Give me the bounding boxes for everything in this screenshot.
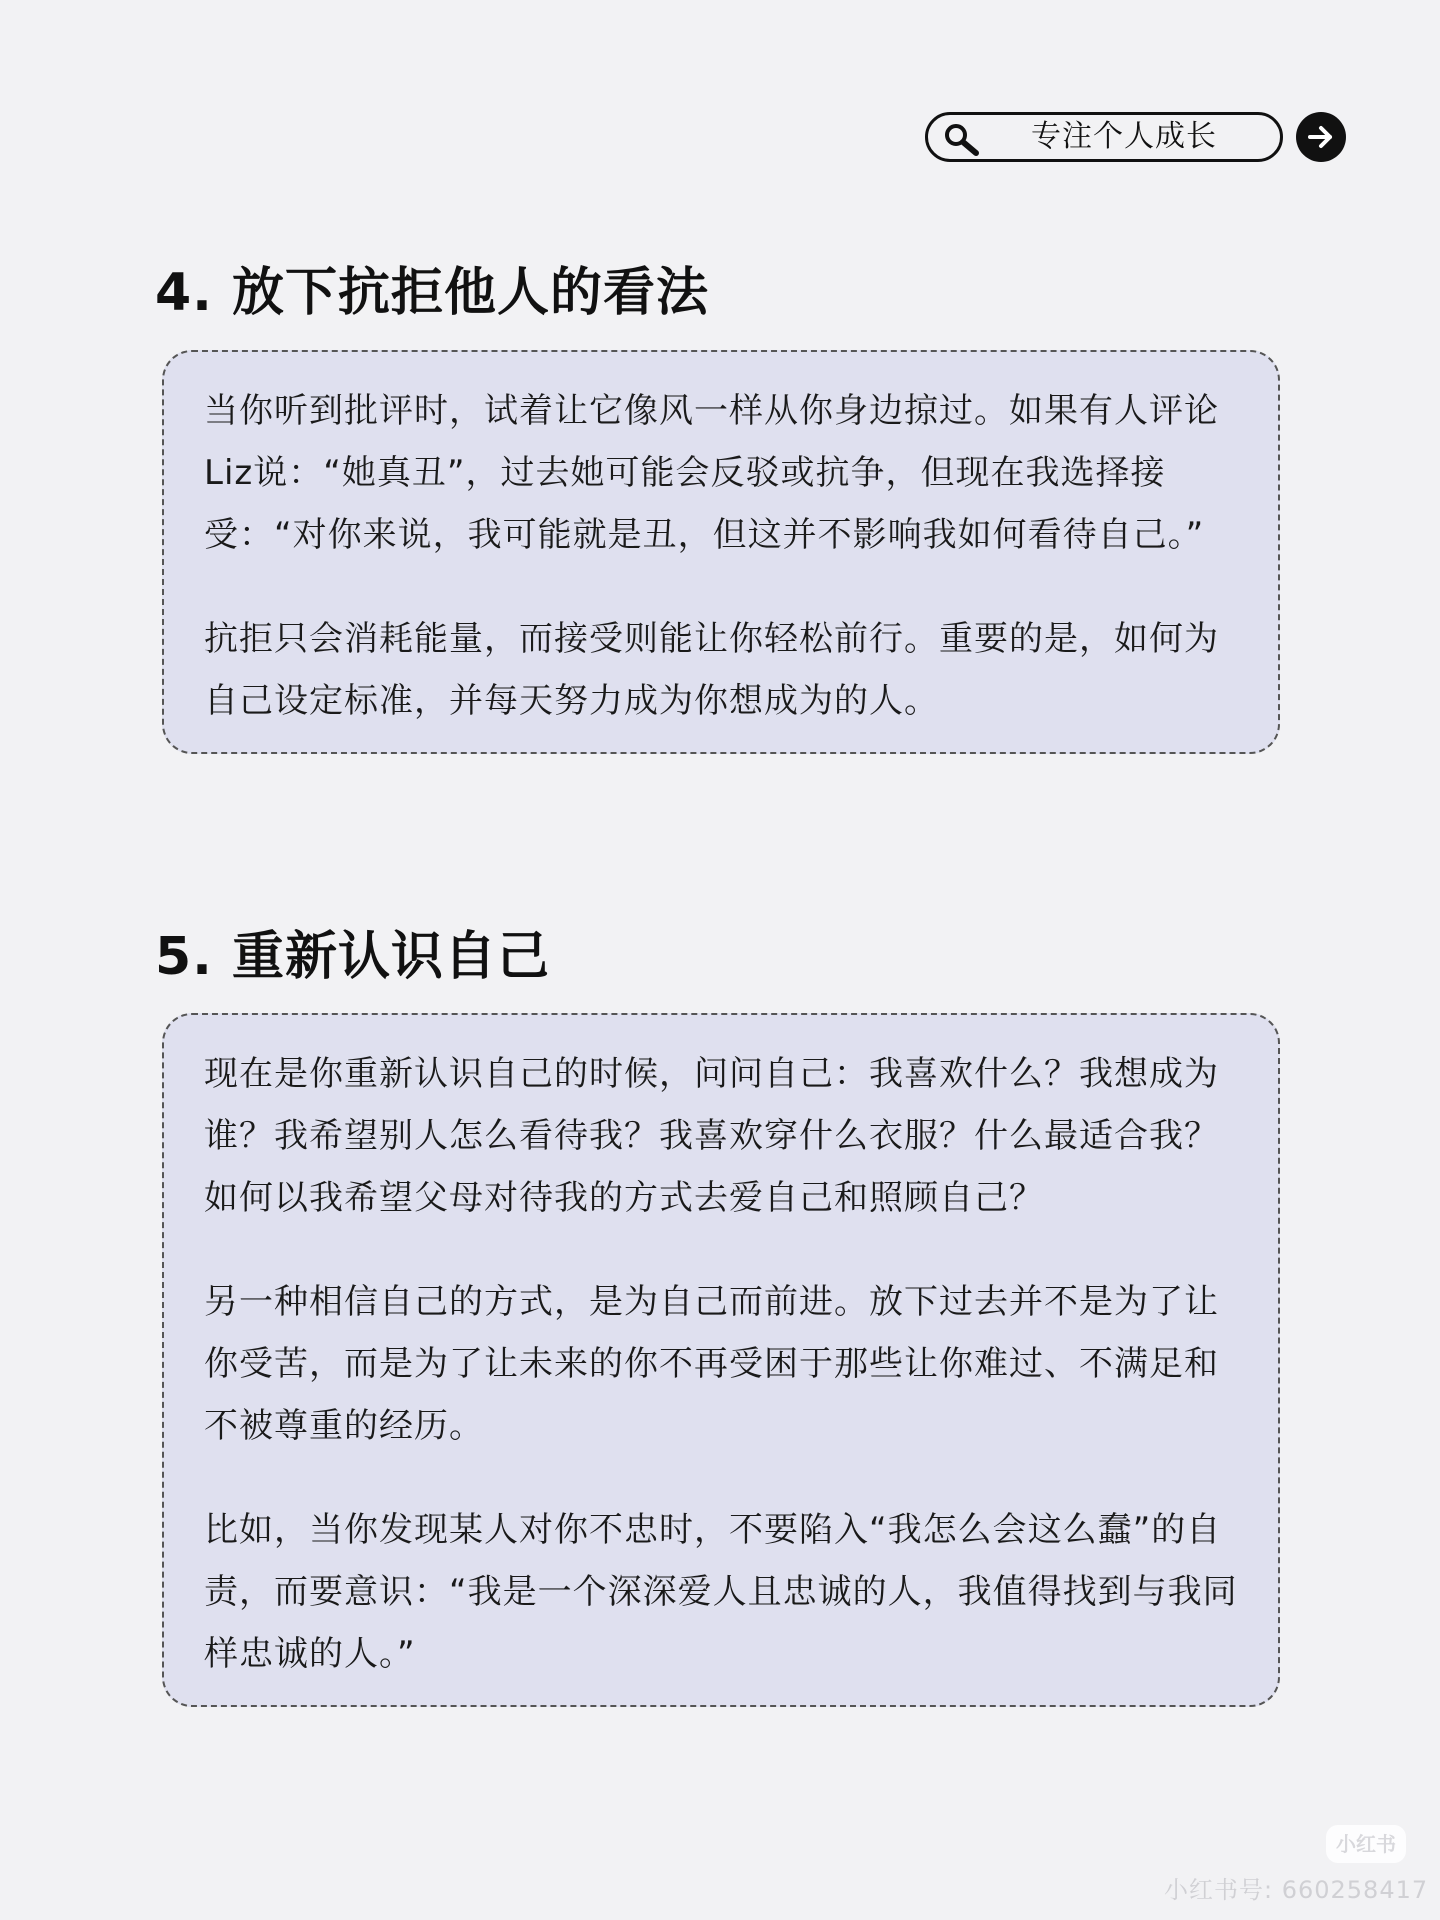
search-query: 专注个人成长 [1031, 119, 1217, 154]
search-icon [942, 121, 982, 157]
watermark-text: 小红书号: 660258417 [1164, 1876, 1429, 1904]
watermark-logo: 小红书 [1326, 1825, 1406, 1863]
search-bar[interactable] [925, 112, 1283, 162]
section-heading: 5. 重新认识自己 [155, 927, 551, 987]
card-paragraph: 另一种相信自己的方式，是为自己而前进。放下过去并不是为了让你受苦，而是为了让未来的你不再受困于那些让你难过、不满足和不被尊重的经历。 [204, 1282, 1219, 1446]
card-paragraph: 当你听到批评时，试着让它像风一样从你身边掠过。如果有人评论Liz说：“她真丑”，过去她可能会反驳或抗争，但现在我选择接受：“对你来说，我可能就是丑，但这并不影响我如何看待自己。” [204, 391, 1219, 555]
card-paragraph: 现在是你重新认识自己的时候，问问自己：我喜欢什么？我想成为谁？我希望别人怎么看待我？我喜欢穿什么衣服？什么最适合我？如何以我希望父母对待我的方式去爱自己和照顾自己？ [204, 1054, 1219, 1218]
card-paragraph: 抗拒只会消耗能量，而接受则能让你轻松前行。重要的是，如何为自己设定标准，并每天努力成为你想成为的人。 [204, 619, 1219, 721]
section-heading: 4. 放下抗拒他人的看法 [155, 263, 710, 323]
arrow-right-icon [1306, 122, 1336, 152]
card-paragraph: 比如，当你发现某人对你不忠时，不要陷入“我怎么会这么蠢”的自责，而要意识：“我是一个深深爱人且忠诚的人，我值得找到与我同样忠诚的人。” [204, 1510, 1238, 1674]
section-card [162, 350, 1280, 754]
go-button[interactable] [1296, 112, 1346, 162]
section-card [162, 1013, 1280, 1707]
